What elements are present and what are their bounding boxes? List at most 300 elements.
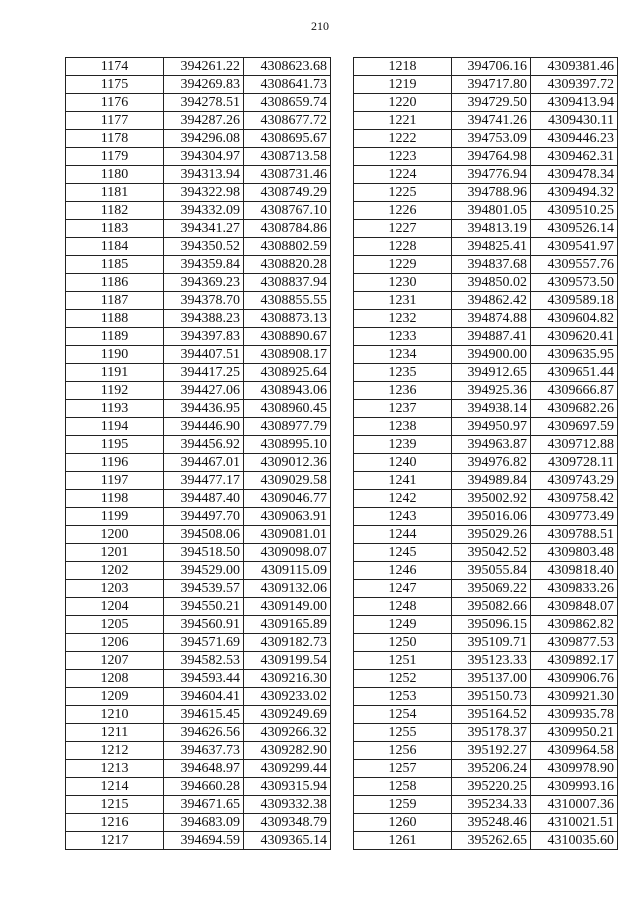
x-coordinate-cell: 394378.70 bbox=[164, 292, 244, 310]
y-coordinate-cell: 4308784.86 bbox=[244, 220, 331, 238]
point-number-cell: 1229 bbox=[354, 256, 452, 274]
y-coordinate-cell: 4308908.17 bbox=[244, 346, 331, 364]
table-row bbox=[354, 778, 618, 796]
y-coordinate-cell: 4308641.73 bbox=[244, 76, 331, 94]
y-coordinate-cell: 4309743.29 bbox=[531, 472, 618, 490]
x-coordinate-cell: 394446.90 bbox=[164, 418, 244, 436]
table-row bbox=[66, 310, 331, 328]
y-coordinate-cell: 4309510.25 bbox=[531, 202, 618, 220]
point-number-cell: 1259 bbox=[354, 796, 452, 814]
point-number-cell: 1178 bbox=[66, 130, 164, 148]
y-coordinate-cell: 4308767.10 bbox=[244, 202, 331, 220]
table-row bbox=[354, 400, 618, 418]
y-coordinate-cell: 4308977.79 bbox=[244, 418, 331, 436]
x-coordinate-cell: 394788.96 bbox=[452, 184, 531, 202]
table-row bbox=[66, 94, 331, 112]
point-number-cell: 1206 bbox=[66, 634, 164, 652]
table-row bbox=[66, 508, 331, 526]
y-coordinate-cell: 4309282.90 bbox=[244, 742, 331, 760]
x-coordinate-cell: 395016.06 bbox=[452, 508, 531, 526]
point-number-cell: 1232 bbox=[354, 310, 452, 328]
point-number-cell: 1212 bbox=[66, 742, 164, 760]
y-coordinate-cell: 4309557.76 bbox=[531, 256, 618, 274]
y-coordinate-cell: 4309862.82 bbox=[531, 616, 618, 634]
table-row bbox=[66, 292, 331, 310]
point-number-cell: 1242 bbox=[354, 490, 452, 508]
x-coordinate-cell: 395178.37 bbox=[452, 724, 531, 742]
table-row bbox=[66, 112, 331, 130]
x-coordinate-cell: 394261.22 bbox=[164, 58, 244, 76]
y-coordinate-cell: 4309216.30 bbox=[244, 670, 331, 688]
point-number-cell: 1234 bbox=[354, 346, 452, 364]
table-row bbox=[354, 130, 618, 148]
x-coordinate-cell: 394764.98 bbox=[452, 148, 531, 166]
table-row bbox=[354, 238, 618, 256]
table-row bbox=[66, 724, 331, 742]
y-coordinate-cell: 4309149.00 bbox=[244, 598, 331, 616]
point-number-cell: 1177 bbox=[66, 112, 164, 130]
y-coordinate-cell: 4309081.01 bbox=[244, 526, 331, 544]
x-coordinate-cell: 394427.06 bbox=[164, 382, 244, 400]
point-number-cell: 1201 bbox=[66, 544, 164, 562]
y-coordinate-cell: 4308820.28 bbox=[244, 256, 331, 274]
table-row bbox=[354, 832, 618, 850]
x-coordinate-cell: 394296.08 bbox=[164, 130, 244, 148]
y-coordinate-cell: 4309773.49 bbox=[531, 508, 618, 526]
y-coordinate-cell: 4309892.17 bbox=[531, 652, 618, 670]
point-number-cell: 1231 bbox=[354, 292, 452, 310]
table-row bbox=[66, 706, 331, 724]
y-coordinate-cell: 4310007.36 bbox=[531, 796, 618, 814]
y-coordinate-cell: 4309199.54 bbox=[244, 652, 331, 670]
table-row bbox=[354, 382, 618, 400]
table-row bbox=[66, 544, 331, 562]
x-coordinate-cell: 394539.57 bbox=[164, 580, 244, 598]
point-number-cell: 1227 bbox=[354, 220, 452, 238]
y-coordinate-cell: 4309964.58 bbox=[531, 742, 618, 760]
y-coordinate-cell: 4309728.11 bbox=[531, 454, 618, 472]
x-coordinate-cell: 394637.73 bbox=[164, 742, 244, 760]
x-coordinate-cell: 394912.65 bbox=[452, 364, 531, 382]
y-coordinate-cell: 4308890.67 bbox=[244, 328, 331, 346]
point-number-cell: 1245 bbox=[354, 544, 452, 562]
point-number-cell: 1179 bbox=[66, 148, 164, 166]
point-number-cell: 1243 bbox=[354, 508, 452, 526]
x-coordinate-cell: 394397.83 bbox=[164, 328, 244, 346]
point-number-cell: 1184 bbox=[66, 238, 164, 256]
x-coordinate-cell: 394717.80 bbox=[452, 76, 531, 94]
x-coordinate-cell: 394341.27 bbox=[164, 220, 244, 238]
point-number-cell: 1192 bbox=[66, 382, 164, 400]
x-coordinate-cell: 394887.41 bbox=[452, 328, 531, 346]
point-number-cell: 1217 bbox=[66, 832, 164, 850]
y-coordinate-cell: 4309978.90 bbox=[531, 760, 618, 778]
y-coordinate-cell: 4309249.69 bbox=[244, 706, 331, 724]
table-row bbox=[354, 256, 618, 274]
x-coordinate-cell: 394359.84 bbox=[164, 256, 244, 274]
y-coordinate-cell: 4309098.07 bbox=[244, 544, 331, 562]
table-row bbox=[66, 256, 331, 274]
table-row bbox=[66, 364, 331, 382]
y-coordinate-cell: 4309758.42 bbox=[531, 490, 618, 508]
table-row bbox=[354, 742, 618, 760]
y-coordinate-cell: 4309233.02 bbox=[244, 688, 331, 706]
x-coordinate-cell: 395082.66 bbox=[452, 598, 531, 616]
y-coordinate-cell: 4309365.14 bbox=[244, 832, 331, 850]
point-number-cell: 1257 bbox=[354, 760, 452, 778]
y-coordinate-cell: 4309266.32 bbox=[244, 724, 331, 742]
x-coordinate-cell: 394593.44 bbox=[164, 670, 244, 688]
point-number-cell: 1235 bbox=[354, 364, 452, 382]
y-coordinate-cell: 4308995.10 bbox=[244, 436, 331, 454]
x-coordinate-cell: 394706.16 bbox=[452, 58, 531, 76]
point-number-cell: 1216 bbox=[66, 814, 164, 832]
y-coordinate-cell: 4309848.07 bbox=[531, 598, 618, 616]
table-row bbox=[66, 796, 331, 814]
y-coordinate-cell: 4309315.94 bbox=[244, 778, 331, 796]
table-row bbox=[354, 328, 618, 346]
point-number-cell: 1185 bbox=[66, 256, 164, 274]
y-coordinate-cell: 4309526.14 bbox=[531, 220, 618, 238]
point-number-cell: 1199 bbox=[66, 508, 164, 526]
table-row bbox=[354, 544, 618, 562]
table-row bbox=[354, 508, 618, 526]
y-coordinate-cell: 4309635.95 bbox=[531, 346, 618, 364]
point-number-cell: 1190 bbox=[66, 346, 164, 364]
x-coordinate-cell: 394332.09 bbox=[164, 202, 244, 220]
x-coordinate-cell: 395234.33 bbox=[452, 796, 531, 814]
table-row bbox=[66, 490, 331, 508]
table-row bbox=[354, 346, 618, 364]
table-row bbox=[354, 580, 618, 598]
table-row bbox=[66, 220, 331, 238]
y-coordinate-cell: 4309478.34 bbox=[531, 166, 618, 184]
point-number-cell: 1220 bbox=[354, 94, 452, 112]
x-coordinate-cell: 394938.14 bbox=[452, 400, 531, 418]
y-coordinate-cell: 4308960.45 bbox=[244, 400, 331, 418]
table-row bbox=[66, 148, 331, 166]
x-coordinate-cell: 394571.69 bbox=[164, 634, 244, 652]
point-number-cell: 1193 bbox=[66, 400, 164, 418]
y-coordinate-cell: 4309494.32 bbox=[531, 184, 618, 202]
x-coordinate-cell: 394322.98 bbox=[164, 184, 244, 202]
table-row bbox=[354, 94, 618, 112]
point-number-cell: 1249 bbox=[354, 616, 452, 634]
x-coordinate-cell: 395262.65 bbox=[452, 832, 531, 850]
x-coordinate-cell: 394560.91 bbox=[164, 616, 244, 634]
point-number-cell: 1223 bbox=[354, 148, 452, 166]
point-number-cell: 1182 bbox=[66, 202, 164, 220]
y-coordinate-cell: 4309906.76 bbox=[531, 670, 618, 688]
x-coordinate-cell: 394837.68 bbox=[452, 256, 531, 274]
x-coordinate-cell: 394989.84 bbox=[452, 472, 531, 490]
table-row bbox=[66, 778, 331, 796]
table-row bbox=[354, 418, 618, 436]
point-number-cell: 1211 bbox=[66, 724, 164, 742]
y-coordinate-cell: 4308695.67 bbox=[244, 130, 331, 148]
table-row bbox=[354, 634, 618, 652]
x-coordinate-cell: 395220.25 bbox=[452, 778, 531, 796]
x-coordinate-cell: 394313.94 bbox=[164, 166, 244, 184]
point-number-cell: 1209 bbox=[66, 688, 164, 706]
point-number-cell: 1196 bbox=[66, 454, 164, 472]
x-coordinate-cell: 395109.71 bbox=[452, 634, 531, 652]
x-coordinate-cell: 394550.21 bbox=[164, 598, 244, 616]
y-coordinate-cell: 4309397.72 bbox=[531, 76, 618, 94]
x-coordinate-cell: 394604.41 bbox=[164, 688, 244, 706]
point-number-cell: 1238 bbox=[354, 418, 452, 436]
table-row bbox=[354, 652, 618, 670]
x-coordinate-cell: 395123.33 bbox=[452, 652, 531, 670]
point-number-cell: 1204 bbox=[66, 598, 164, 616]
table-row bbox=[354, 526, 618, 544]
y-coordinate-cell: 4309666.87 bbox=[531, 382, 618, 400]
y-coordinate-cell: 4309877.53 bbox=[531, 634, 618, 652]
y-coordinate-cell: 4309430.11 bbox=[531, 112, 618, 130]
point-number-cell: 1219 bbox=[354, 76, 452, 94]
y-coordinate-cell: 4309993.16 bbox=[531, 778, 618, 796]
table-row bbox=[354, 274, 618, 292]
x-coordinate-cell: 394278.51 bbox=[164, 94, 244, 112]
point-number-cell: 1188 bbox=[66, 310, 164, 328]
table-row bbox=[66, 274, 331, 292]
x-coordinate-cell: 394582.53 bbox=[164, 652, 244, 670]
y-coordinate-cell: 4309697.59 bbox=[531, 418, 618, 436]
point-number-cell: 1239 bbox=[354, 436, 452, 454]
x-coordinate-cell: 394407.51 bbox=[164, 346, 244, 364]
x-coordinate-cell: 395137.00 bbox=[452, 670, 531, 688]
table-row bbox=[66, 346, 331, 364]
point-number-cell: 1175 bbox=[66, 76, 164, 94]
table-row bbox=[354, 706, 618, 724]
x-coordinate-cell: 394467.01 bbox=[164, 454, 244, 472]
table-row bbox=[354, 148, 618, 166]
table-row bbox=[66, 814, 331, 832]
point-number-cell: 1241 bbox=[354, 472, 452, 490]
y-coordinate-cell: 4309788.51 bbox=[531, 526, 618, 544]
point-number-cell: 1198 bbox=[66, 490, 164, 508]
x-coordinate-cell: 394753.09 bbox=[452, 130, 531, 148]
y-coordinate-cell: 4309950.21 bbox=[531, 724, 618, 742]
x-coordinate-cell: 394287.26 bbox=[164, 112, 244, 130]
x-coordinate-cell: 395192.27 bbox=[452, 742, 531, 760]
point-number-cell: 1221 bbox=[354, 112, 452, 130]
point-number-cell: 1218 bbox=[354, 58, 452, 76]
y-coordinate-cell: 4309921.30 bbox=[531, 688, 618, 706]
table-row bbox=[66, 472, 331, 490]
y-coordinate-cell: 4309413.94 bbox=[531, 94, 618, 112]
y-coordinate-cell: 4308749.29 bbox=[244, 184, 331, 202]
y-coordinate-cell: 4309620.41 bbox=[531, 328, 618, 346]
table-row bbox=[354, 490, 618, 508]
table-row bbox=[354, 310, 618, 328]
x-coordinate-cell: 394850.02 bbox=[452, 274, 531, 292]
point-number-cell: 1200 bbox=[66, 526, 164, 544]
table-row bbox=[354, 454, 618, 472]
table-row bbox=[354, 436, 618, 454]
table-row bbox=[66, 598, 331, 616]
table-row bbox=[354, 112, 618, 130]
table-row bbox=[66, 202, 331, 220]
table-row bbox=[66, 580, 331, 598]
point-number-cell: 1189 bbox=[66, 328, 164, 346]
y-coordinate-cell: 4309132.06 bbox=[244, 580, 331, 598]
point-number-cell: 1203 bbox=[66, 580, 164, 598]
y-coordinate-cell: 4309046.77 bbox=[244, 490, 331, 508]
x-coordinate-cell: 394304.97 bbox=[164, 148, 244, 166]
table-row bbox=[354, 796, 618, 814]
table-row bbox=[66, 670, 331, 688]
y-coordinate-cell: 4309818.40 bbox=[531, 562, 618, 580]
y-coordinate-cell: 4308837.94 bbox=[244, 274, 331, 292]
point-number-cell: 1246 bbox=[354, 562, 452, 580]
point-number-cell: 1215 bbox=[66, 796, 164, 814]
point-number-cell: 1233 bbox=[354, 328, 452, 346]
point-number-cell: 1258 bbox=[354, 778, 452, 796]
table-row bbox=[354, 184, 618, 202]
y-coordinate-cell: 4308802.59 bbox=[244, 238, 331, 256]
y-coordinate-cell: 4309446.23 bbox=[531, 130, 618, 148]
point-number-cell: 1205 bbox=[66, 616, 164, 634]
table-row bbox=[66, 58, 331, 76]
point-number-cell: 1250 bbox=[354, 634, 452, 652]
y-coordinate-cell: 4309682.26 bbox=[531, 400, 618, 418]
x-coordinate-cell: 394648.97 bbox=[164, 760, 244, 778]
y-coordinate-cell: 4309462.31 bbox=[531, 148, 618, 166]
y-coordinate-cell: 4309803.48 bbox=[531, 544, 618, 562]
y-coordinate-cell: 4308623.68 bbox=[244, 58, 331, 76]
point-number-cell: 1255 bbox=[354, 724, 452, 742]
point-number-cell: 1181 bbox=[66, 184, 164, 202]
x-coordinate-cell: 394950.97 bbox=[452, 418, 531, 436]
point-number-cell: 1214 bbox=[66, 778, 164, 796]
x-coordinate-cell: 394900.00 bbox=[452, 346, 531, 364]
y-coordinate-cell: 4308659.74 bbox=[244, 94, 331, 112]
table-row bbox=[66, 418, 331, 436]
table-row bbox=[354, 292, 618, 310]
x-coordinate-cell: 394925.36 bbox=[452, 382, 531, 400]
x-coordinate-cell: 394477.17 bbox=[164, 472, 244, 490]
y-coordinate-cell: 4309299.44 bbox=[244, 760, 331, 778]
point-number-cell: 1247 bbox=[354, 580, 452, 598]
table-row bbox=[66, 130, 331, 148]
table-row bbox=[66, 184, 331, 202]
x-coordinate-cell: 395206.24 bbox=[452, 760, 531, 778]
point-number-cell: 1213 bbox=[66, 760, 164, 778]
x-coordinate-cell: 395055.84 bbox=[452, 562, 531, 580]
coordinates-table-right bbox=[353, 57, 618, 850]
point-number-cell: 1236 bbox=[354, 382, 452, 400]
point-number-cell: 1222 bbox=[354, 130, 452, 148]
point-number-cell: 1260 bbox=[354, 814, 452, 832]
table-row bbox=[66, 76, 331, 94]
table-row bbox=[66, 634, 331, 652]
point-number-cell: 1186 bbox=[66, 274, 164, 292]
point-number-cell: 1180 bbox=[66, 166, 164, 184]
table-row bbox=[66, 436, 331, 454]
table-row bbox=[66, 652, 331, 670]
y-coordinate-cell: 4309541.97 bbox=[531, 238, 618, 256]
table-row bbox=[66, 760, 331, 778]
x-coordinate-cell: 394518.50 bbox=[164, 544, 244, 562]
point-number-cell: 1202 bbox=[66, 562, 164, 580]
point-number-cell: 1207 bbox=[66, 652, 164, 670]
coordinates-table-left bbox=[65, 57, 331, 850]
point-number-cell: 1195 bbox=[66, 436, 164, 454]
point-number-cell: 1251 bbox=[354, 652, 452, 670]
table-row bbox=[354, 688, 618, 706]
x-coordinate-cell: 395248.46 bbox=[452, 814, 531, 832]
y-coordinate-cell: 4309573.50 bbox=[531, 274, 618, 292]
y-coordinate-cell: 4309165.89 bbox=[244, 616, 331, 634]
table-row bbox=[66, 382, 331, 400]
x-coordinate-cell: 394436.95 bbox=[164, 400, 244, 418]
x-coordinate-cell: 394369.23 bbox=[164, 274, 244, 292]
x-coordinate-cell: 394417.25 bbox=[164, 364, 244, 382]
x-coordinate-cell: 394729.50 bbox=[452, 94, 531, 112]
y-coordinate-cell: 4308731.46 bbox=[244, 166, 331, 184]
x-coordinate-cell: 395150.73 bbox=[452, 688, 531, 706]
x-coordinate-cell: 394874.88 bbox=[452, 310, 531, 328]
y-coordinate-cell: 4308677.72 bbox=[244, 112, 331, 130]
y-coordinate-cell: 4309712.88 bbox=[531, 436, 618, 454]
table-row bbox=[354, 202, 618, 220]
y-coordinate-cell: 4309063.91 bbox=[244, 508, 331, 526]
table-row bbox=[354, 472, 618, 490]
x-coordinate-cell: 394694.59 bbox=[164, 832, 244, 850]
point-number-cell: 1254 bbox=[354, 706, 452, 724]
point-number-cell: 1252 bbox=[354, 670, 452, 688]
y-coordinate-cell: 4309029.58 bbox=[244, 472, 331, 490]
y-coordinate-cell: 4309589.18 bbox=[531, 292, 618, 310]
table-row bbox=[354, 598, 618, 616]
point-number-cell: 1261 bbox=[354, 832, 452, 850]
x-coordinate-cell: 394497.70 bbox=[164, 508, 244, 526]
x-coordinate-cell: 394825.41 bbox=[452, 238, 531, 256]
point-number-cell: 1224 bbox=[354, 166, 452, 184]
x-coordinate-cell: 394626.56 bbox=[164, 724, 244, 742]
table-row bbox=[66, 328, 331, 346]
table-row bbox=[66, 166, 331, 184]
table-row bbox=[66, 832, 331, 850]
table-row bbox=[354, 760, 618, 778]
x-coordinate-cell: 395096.15 bbox=[452, 616, 531, 634]
y-coordinate-cell: 4309115.09 bbox=[244, 562, 331, 580]
point-number-cell: 1187 bbox=[66, 292, 164, 310]
x-coordinate-cell: 394683.09 bbox=[164, 814, 244, 832]
table-row bbox=[66, 562, 331, 580]
y-coordinate-cell: 4309651.44 bbox=[531, 364, 618, 382]
table-row bbox=[354, 76, 618, 94]
x-coordinate-cell: 394388.23 bbox=[164, 310, 244, 328]
x-coordinate-cell: 394660.28 bbox=[164, 778, 244, 796]
point-number-cell: 1240 bbox=[354, 454, 452, 472]
point-number-cell: 1253 bbox=[354, 688, 452, 706]
x-coordinate-cell: 394456.92 bbox=[164, 436, 244, 454]
x-coordinate-cell: 394776.94 bbox=[452, 166, 531, 184]
y-coordinate-cell: 4310021.51 bbox=[531, 814, 618, 832]
point-number-cell: 1191 bbox=[66, 364, 164, 382]
point-number-cell: 1244 bbox=[354, 526, 452, 544]
y-coordinate-cell: 4309332.38 bbox=[244, 796, 331, 814]
y-coordinate-cell: 4308943.06 bbox=[244, 382, 331, 400]
x-coordinate-cell: 394487.40 bbox=[164, 490, 244, 508]
x-coordinate-cell: 395029.26 bbox=[452, 526, 531, 544]
table-row bbox=[354, 58, 618, 76]
y-coordinate-cell: 4308713.58 bbox=[244, 148, 331, 166]
point-number-cell: 1194 bbox=[66, 418, 164, 436]
y-coordinate-cell: 4308873.13 bbox=[244, 310, 331, 328]
